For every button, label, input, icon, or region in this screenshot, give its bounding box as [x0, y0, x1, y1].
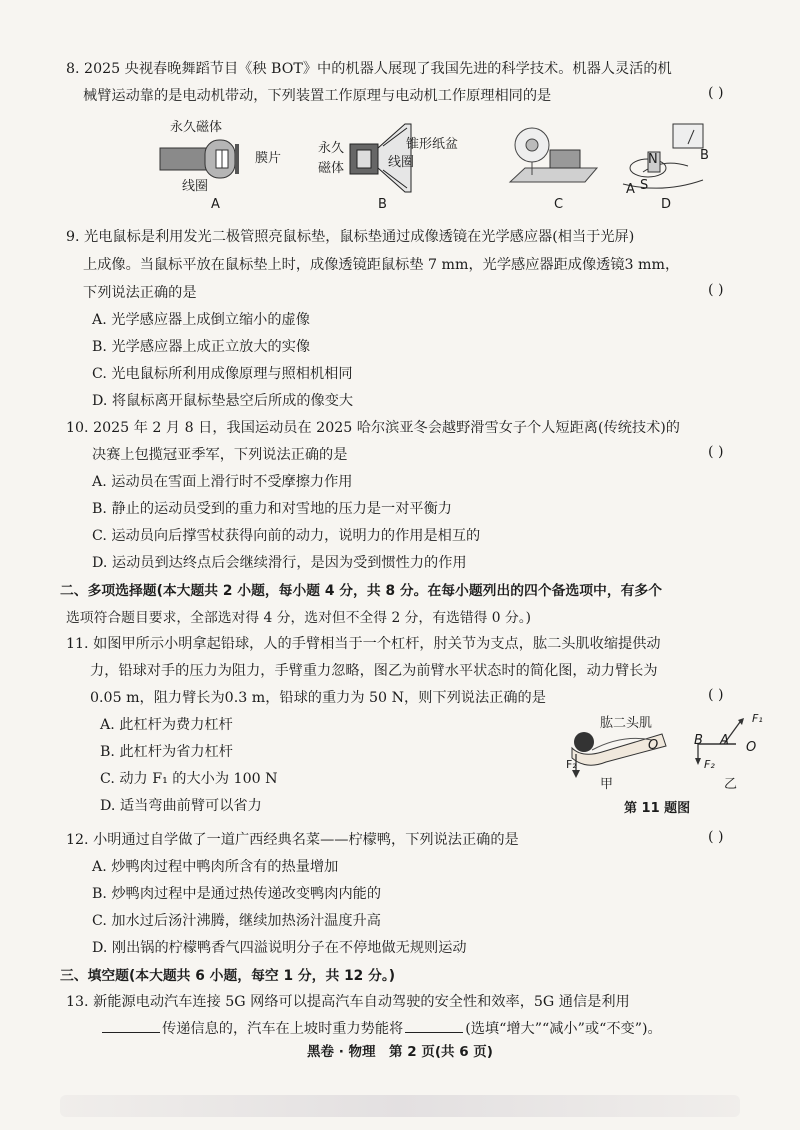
q12-option-d: D. 刚出锅的柠檬鸭香气四溢说明分子在不停地做无规则运动: [92, 940, 467, 956]
fig-d-s-label: S: [640, 178, 649, 193]
fig11-f2-label: F₂: [566, 758, 577, 771]
q8-line2: 械臂运动靠的是电动机带动，下列装置工作原理与电动机工作原理相同的是: [83, 88, 552, 104]
q9-option-a: A. 光学感应器上成倒立缩小的虚像: [92, 312, 310, 328]
fig11-jia-label: 甲: [600, 777, 614, 792]
fig-b-magnet-label-2: 磁体: [318, 161, 345, 176]
section2-title-line1: 二、多项选择题(本大题共 2 小题，每小题 4 分，共 8 分。在每小题列出的四个备选项中，有多个: [60, 583, 663, 599]
fig-d-letter: D: [661, 197, 672, 212]
q11-line2: 力，铅球对手的压力为阻力，手臂重力忽略，图乙为前臂水平状态时的简化图，动力臂长为: [90, 663, 658, 679]
q13-blank-2[interactable]: [405, 1020, 463, 1033]
fig-a-film-label: 膜片: [255, 151, 282, 166]
fig-c-letter: C: [554, 197, 564, 212]
arm-figure: [562, 728, 672, 788]
q12-bracket: ( ): [708, 829, 724, 845]
fig11-muscle-label: 肱二头肌: [600, 716, 653, 731]
q9-option-d: D. 将鼠标离开鼠标垫悬空后所成的像变大: [92, 393, 354, 409]
fig11-f2b-label: F₂: [704, 758, 715, 771]
q10-bracket: ( ): [708, 444, 724, 460]
section3-title: 三、填空题(本大题共 6 小题，每空 1 分，共 12 分。): [60, 968, 396, 984]
fig-a-magnet-label: 永久磁体: [170, 120, 223, 135]
fig-b-magnet-label-1: 永久: [318, 141, 345, 156]
q9-line1: 9. 光电鼠标是利用发光二极管照亮鼠标垫，鼠标垫通过成像透镜在光学感应器(相当于光屏): [66, 229, 635, 245]
q9-line2: 上成像。当鼠标平放在鼠标垫上时，成像透镜距鼠标垫 7 mm，光学感应器距成像透镜3 mm，: [83, 257, 680, 273]
q13-line1: 13. 新能源电动汽车连接 5G 网络可以提高汽车自动驾驶的安全性和效率，5G 通信是利用: [66, 994, 630, 1010]
fig11-o-label: O: [648, 738, 659, 753]
q10-option-d: D. 运动员到达终点后会继续滑行，是因为受到惯性力的作用: [92, 555, 467, 571]
q13-blank-1[interactable]: [102, 1020, 160, 1033]
fig11-o2-label: O: [746, 740, 757, 755]
fig-a-coil-label: 线圈: [182, 179, 209, 194]
fig-d-n-label: N: [648, 152, 658, 167]
q11-line1: 11. 如图甲所示小明拿起铅球，人的手臂相当于一个杠杆，肘关节为支点，肱二头肌收缩提供动: [66, 636, 661, 652]
fig-d-a-label: A: [626, 182, 635, 197]
q10-line2: 决赛上包揽冠亚季军，下列说法正确的是: [92, 447, 348, 463]
q11-line3: 0.05 m，阻力臂长为0.3 m，铅球的重力为 50 N，则下列说法正确的是: [90, 690, 546, 706]
q12-line1: 12. 小明通过自学做了一道广西经典名菜——柠檬鸭，下列说法正确的是: [66, 832, 519, 848]
q11-bracket: ( ): [708, 687, 724, 703]
q9-option-b: B. 光学感应器上成正立放大的实像: [92, 339, 311, 355]
q10-option-b: B. 静止的运动员受到的重力和对雪地的压力是一对平衡力: [92, 501, 452, 517]
fig-b-cone-label: 锥形纸盆: [406, 137, 459, 152]
fig11-caption: 第 11 题图: [624, 801, 691, 816]
q9-line3: 下列说法正确的是: [83, 285, 197, 301]
fig-b-letter: B: [378, 197, 387, 212]
fig11-b-label: B: [694, 733, 703, 748]
q9-bracket: ( ): [708, 282, 724, 298]
q12-option-a: A. 炒鸭肉过程中鸭肉所含有的热量增加: [92, 859, 339, 875]
q13-seg2: (选填“增大”“减小”或“不变”)。: [465, 1021, 662, 1037]
q11-option-c: C. 动力 F₁ 的大小为 100 N: [100, 771, 278, 787]
device-c-figure: [505, 120, 605, 192]
fig-a-letter: A: [211, 197, 220, 212]
scan-smear: [60, 1095, 740, 1117]
page-footer: 黑卷 · 物理 第 2 页(共 6 页): [307, 1044, 493, 1060]
q11-option-b: B. 此杠杆为省力杠杆: [100, 744, 233, 760]
q10-option-a: A. 运动员在雪面上滑行时不受摩擦力作用: [92, 474, 353, 490]
section2-title-line2: 选项符合题目要求，全部选对得 4 分，选对但不全得 2 分，有选错得 0 分。): [66, 610, 532, 626]
fig11-yi-label: 乙: [724, 777, 738, 792]
q11-option-d: D. 适当弯曲前臂可以省力: [100, 798, 262, 814]
q10-line1: 10. 2025 年 2 月 8 日，我国运动员在 2025 哈尔滨亚冬会越野滑雪女子个人短距离(传统技术)的: [66, 420, 680, 436]
q12-option-b: B. 炒鸭肉过程中是通过热传递改变鸭肉内能的: [92, 886, 382, 902]
q12-option-c: C. 加水过后汤汁沸腾，继续加热汤汁温度升高: [92, 913, 381, 929]
fig11-f1-label: F₁: [752, 712, 763, 725]
q8-line1: 8. 2025 央视春晚舞蹈节目《秧 BOT》中的机器人展现了我国先进的科学技术。机器人灵活的机: [66, 61, 672, 77]
fig-b-coil-label: 线圈: [388, 155, 415, 170]
q11-option-a: A. 此杠杆为费力杠杆: [100, 717, 233, 733]
fig-d-b-label: B: [700, 148, 709, 163]
q10-option-c: C. 运动员向后撑雪杖获得向前的动力，说明力的作用是相互的: [92, 528, 481, 544]
q9-option-c: C. 光电鼠标所利用成像原理与照相机相同: [92, 366, 353, 382]
q13-seg1: 传递信息的，汽车在上坡时重力势能将: [162, 1021, 404, 1037]
fig11-a-label: A: [720, 733, 729, 748]
q13-line2: [100, 1018, 662, 1038]
q8-bracket: ( ): [708, 85, 724, 101]
